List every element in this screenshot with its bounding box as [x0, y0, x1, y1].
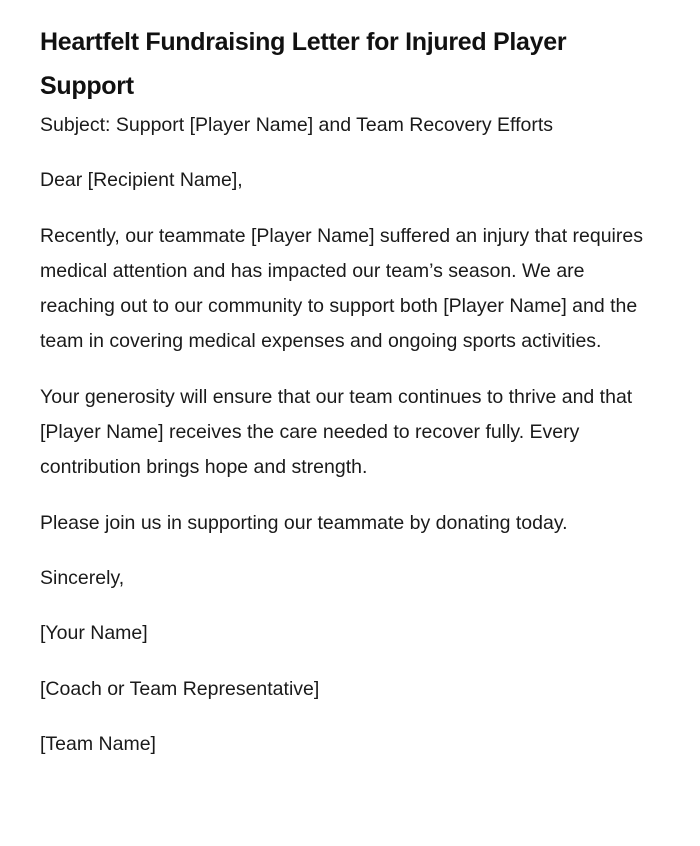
- letter-paragraph: Please join us in supporting our teammate by donating today.: [40, 511, 568, 534]
- letter-closing: Sincerely,: [40, 566, 125, 589]
- signature-name: [Your Name]: [40, 622, 148, 645]
- letter-paragraph: Recently, our teammate [Player Name] suffered an injury that requires medical attention and has impacted our team’s season. We are reaching out to our community to support both [Player Name] and the team in covering medical expenses and ongoing sports activities.: [40, 224, 643, 353]
- letter-subject: Subject: Support [Player Name] and Team Recovery Efforts: [40, 114, 554, 136]
- signature-role: [Coach or Team Representative]: [40, 677, 320, 700]
- letter-title: Heartfelt Fundraising Letter for Injured Player Support: [40, 28, 567, 100]
- letter-salutation: Dear [Recipient Name],: [40, 169, 243, 192]
- signature-team: [Team Name]: [40, 732, 156, 755]
- letter-paragraph: Your generosity will ensure that our team continues to thrive and that [Player Name] receives the care needed to recover fully. Every contribution brings hope and strength.: [40, 385, 633, 479]
